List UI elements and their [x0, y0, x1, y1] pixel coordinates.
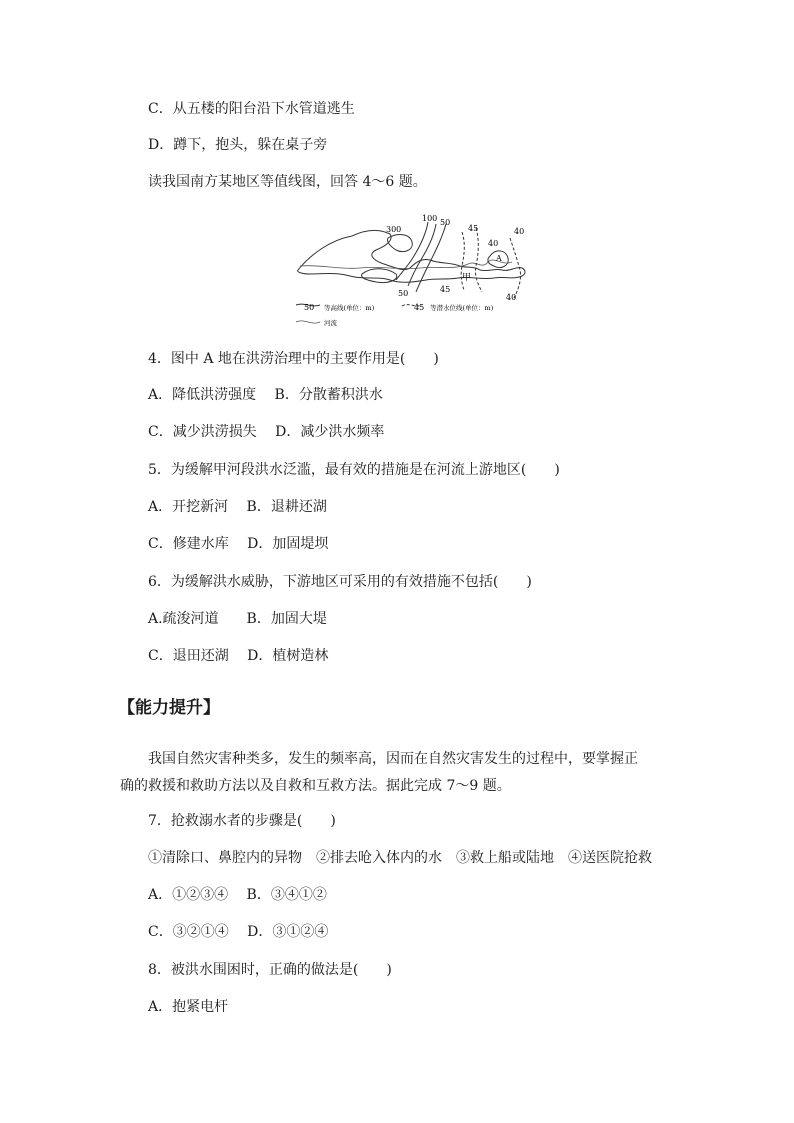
intro-paragraph: 我国自然灾害种类多，发生的频率高，因而在自然灾害发生的过程中，要掌握正确的救援和救助方法以及自救和互救方法。据此完成 7～9 题。	[120, 751, 638, 794]
q6-stem: 6．为缓解洪水威胁，下游地区可采用的有效措施不包括( )	[148, 574, 532, 590]
q8-stem: 8．被洪水围困时，正确的做法是( )	[148, 962, 392, 978]
q7-steps: ①清除口、鼻腔内的异物 ②排去呛入体内的水 ③救上船或陆地 ④送医院抢救	[148, 850, 652, 866]
q3-option-c: C．从五楼的阳台沿下水管道逃生	[148, 101, 355, 117]
map-label-40-bottom: 40	[506, 293, 517, 302]
q5-options-cd: C．修建水库 D．加固堤坝	[148, 536, 329, 552]
map-label-100: 100	[422, 214, 438, 223]
q4-options-cd: C．减少洪涝损失 D．减少洪水频率	[148, 424, 385, 440]
legend-water-label: 等潜水位线(单位：m)	[430, 304, 494, 312]
q8-option-a: A．抱紧电杆	[148, 999, 229, 1015]
legend-contour-label: 等高线(单位：m)	[324, 304, 375, 312]
q4-stem: 4．图中 A 地在洪涝治理中的主要作用是( )	[148, 351, 439, 367]
section-title: 【能力提升】	[118, 698, 220, 718]
q6-options-ab: A.疏浚河道 B．加固大堤	[148, 611, 327, 627]
map-label-50-top: 50	[440, 218, 451, 227]
map-label-40-a: 40	[488, 239, 499, 248]
map-label-40-b: 40	[514, 227, 525, 236]
q4-options-ab: A．降低洪涝强度 B．分散蓄积洪水	[148, 387, 383, 403]
q7-stem: 7．抢救溺水者的步骤是( )	[148, 813, 336, 829]
q5-options-ab: A．开挖新河 B．退耕还湖	[148, 499, 327, 515]
legend-water-value: 45	[414, 303, 425, 312]
q3-option-d: D．蹲下，抱头，躲在桌子旁	[148, 137, 328, 153]
legend-contour-value: 50	[304, 303, 315, 312]
map-label-45-top: 45	[468, 224, 479, 233]
map-label-300: 300	[386, 225, 402, 234]
map-intro: 读我国南方某地区等值线图，回答 4～6 题。	[148, 174, 427, 190]
map-label-45-bottom: 45	[440, 285, 451, 294]
map-label-point-a: A	[496, 254, 502, 263]
map-label-50-bottom: 50	[398, 289, 409, 298]
contour-map	[290, 210, 530, 335]
q7-options-ab: A．①②③④ B．③④①②	[148, 887, 327, 903]
map-label-jia: 甲	[462, 273, 472, 283]
q5-stem: 5．为缓解甲河段洪水泛滥，最有效的措施是在河流上游地区( )	[148, 462, 560, 478]
legend-river-label: 河流	[324, 319, 337, 327]
q7-options-cd: C．③②①④ D．③①②④	[148, 924, 329, 940]
q6-options-cd: C．退田还湖 D．植树造林	[148, 648, 329, 664]
